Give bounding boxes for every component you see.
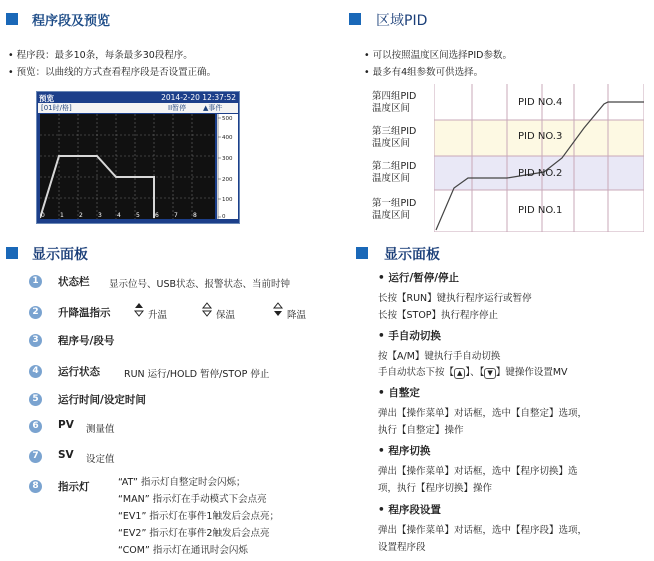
- preview-curve-chart: [40, 114, 215, 219]
- item-label-run-state: 运行状态: [58, 366, 100, 378]
- x-tick: 6: [155, 212, 159, 219]
- block-title-autotune: • 自整定: [378, 387, 420, 399]
- fall-icon: [272, 302, 284, 320]
- pid-no-1: PID NO.1: [518, 205, 563, 216]
- hold-label: 保温: [216, 310, 236, 321]
- pid-no-4: PID NO.4: [518, 97, 563, 108]
- fall-label: 降温: [287, 310, 307, 321]
- indicator-line-at: “AT” 指示灯自整定时会闪烁；: [118, 477, 246, 488]
- bullet-pid-groups: • 最多有4组参数可供选择。: [364, 67, 484, 78]
- rise-label: 升温: [148, 310, 168, 321]
- down-key-icon: ▼: [484, 368, 495, 379]
- preview-y-axis: [217, 114, 238, 219]
- x-tick: 3: [98, 212, 102, 219]
- block-title-program-switch: • 程序切换: [378, 445, 431, 457]
- section-marker-icon: [356, 247, 368, 259]
- indicator-line-ev2: “EV2” 指示灯在事件2触发后会点亮: [118, 528, 270, 539]
- item-label-program-segment: 程序号/段号: [58, 335, 115, 347]
- bullet-preview: • 预览：以曲线的方式查看程序段是否设置正确。: [8, 67, 217, 78]
- preview-toolbar: [38, 103, 238, 113]
- preview-plot: [40, 114, 215, 219]
- zone1-label: 第一组PID 温度区间: [372, 198, 417, 221]
- block-line: 弹出【操作菜单】对话框，选中【程序段】选项，: [378, 525, 588, 536]
- block-title-run-stop: • 运行/暂停/停止: [378, 272, 460, 284]
- preview-title: 预览: [39, 94, 54, 103]
- x-tick: 1: [60, 212, 64, 219]
- item-number-5: 5: [29, 393, 42, 406]
- y-tick: 100: [222, 197, 233, 203]
- x-tick: 5: [136, 212, 140, 219]
- y-tick: 200: [222, 177, 233, 183]
- block-line: 弹出【操作菜单】对话框，选中【程序切换】选: [378, 466, 578, 477]
- item-label-indicator-lights: 指示灯: [58, 481, 90, 493]
- section-marker-icon: [6, 247, 18, 259]
- item-desc-pv: 测量值: [86, 424, 115, 435]
- x-tick: 2: [79, 212, 83, 219]
- block-line: 执行【自整定】操作: [378, 425, 464, 436]
- x-tick: 8: [193, 212, 197, 219]
- block-line-mv-keys: 手自动状态下按【 ▲ 】、【 ▼ 】键操作设置MV: [378, 367, 568, 378]
- item-label-status-bar: 状态栏: [58, 276, 90, 288]
- x-tick: 0: [41, 212, 45, 219]
- bullet-pid-by-range: • 可以按照温度区间选择PID参数。: [364, 50, 512, 61]
- section-title-pid: 区域PID: [376, 13, 428, 29]
- section-title-program: 程序段及预览: [32, 14, 111, 29]
- zone4-label: 第四组PID 温度区间: [372, 91, 417, 114]
- section-title-display-panel-right: 显示面板: [384, 247, 440, 263]
- section-title-display-panel-left: 显示面板: [32, 247, 88, 263]
- block-title-manual-auto: • 手自动切换: [378, 330, 441, 342]
- item-desc-sv: 设定值: [86, 454, 115, 465]
- block-line: 项，执行【程序切换】操作: [378, 483, 493, 494]
- y-tick: 500: [222, 116, 233, 122]
- item-label-temp-indicator: 升降温指示: [58, 307, 111, 319]
- indicator-line-com: “COM” 指示灯在通讯时会闪烁: [118, 545, 248, 556]
- block-title-segment-setup: • 程序段设置: [378, 504, 441, 516]
- block-line: 弹出【操作菜单】对话框，选中【自整定】选项，: [378, 408, 588, 419]
- item-desc-status-bar: 显示位号、USB状态、报警状态、当前时钟: [109, 279, 291, 290]
- y-tick: 0: [222, 214, 226, 219]
- indicator-line-man: “MAN” 指示灯在手动模式下会点亮: [118, 494, 267, 505]
- item-desc-run-state: RUN 运行/HOLD 暂停/STOP 停止: [124, 369, 270, 380]
- item-label-sv: SV: [58, 449, 74, 461]
- y-tick: 400: [222, 135, 233, 141]
- section-marker-icon: [6, 13, 18, 25]
- preview-datetime: 2014-2-20 12:37:52: [161, 93, 236, 102]
- hold-icon: [201, 302, 213, 320]
- block-line: 长按【RUN】键执行程序运行或暂停: [378, 293, 532, 304]
- item-number-2: 2: [29, 306, 42, 319]
- item-number-8: 8: [29, 480, 42, 493]
- item-number-3: 3: [29, 334, 42, 347]
- zone3-label: 第三组PID 温度区间: [372, 126, 417, 149]
- section-marker-icon: [349, 13, 361, 25]
- preview-event: ▲事件: [203, 104, 223, 112]
- zone2-label: 第二组PID 温度区间: [372, 161, 417, 184]
- pid-no-3: PID NO.3: [518, 131, 563, 142]
- item-number-1: 1: [29, 275, 42, 288]
- rise-icon: [133, 302, 145, 320]
- up-key-icon: ▲: [454, 368, 465, 379]
- indicator-line-ev1: “EV1” 指示灯在事件1触发后会点亮；: [118, 511, 279, 522]
- bullet-program-segments: • 程序段：最多10条，每条最多30段程序。: [8, 50, 193, 61]
- block-line: 设置程序段: [378, 542, 426, 553]
- block-line: 长按【STOP】执行程序停止: [378, 310, 499, 321]
- item-number-7: 7: [29, 450, 42, 463]
- y-tick: 300: [222, 156, 233, 162]
- item-number-6: 6: [29, 420, 42, 433]
- x-tick: 7: [174, 212, 178, 219]
- preview-screen: [36, 91, 240, 224]
- item-label-run-time: 运行时间/设定时间: [58, 394, 146, 406]
- item-label-pv: PV: [58, 419, 74, 431]
- preview-pause: II暂停: [168, 104, 187, 112]
- preview-unit: [01时/格]: [41, 104, 72, 112]
- item-number-4: 4: [29, 365, 42, 378]
- pid-no-2: PID NO.2: [518, 168, 563, 179]
- block-line: 按【A/M】键执行手自动切换: [378, 351, 501, 362]
- x-tick: 4: [117, 212, 121, 219]
